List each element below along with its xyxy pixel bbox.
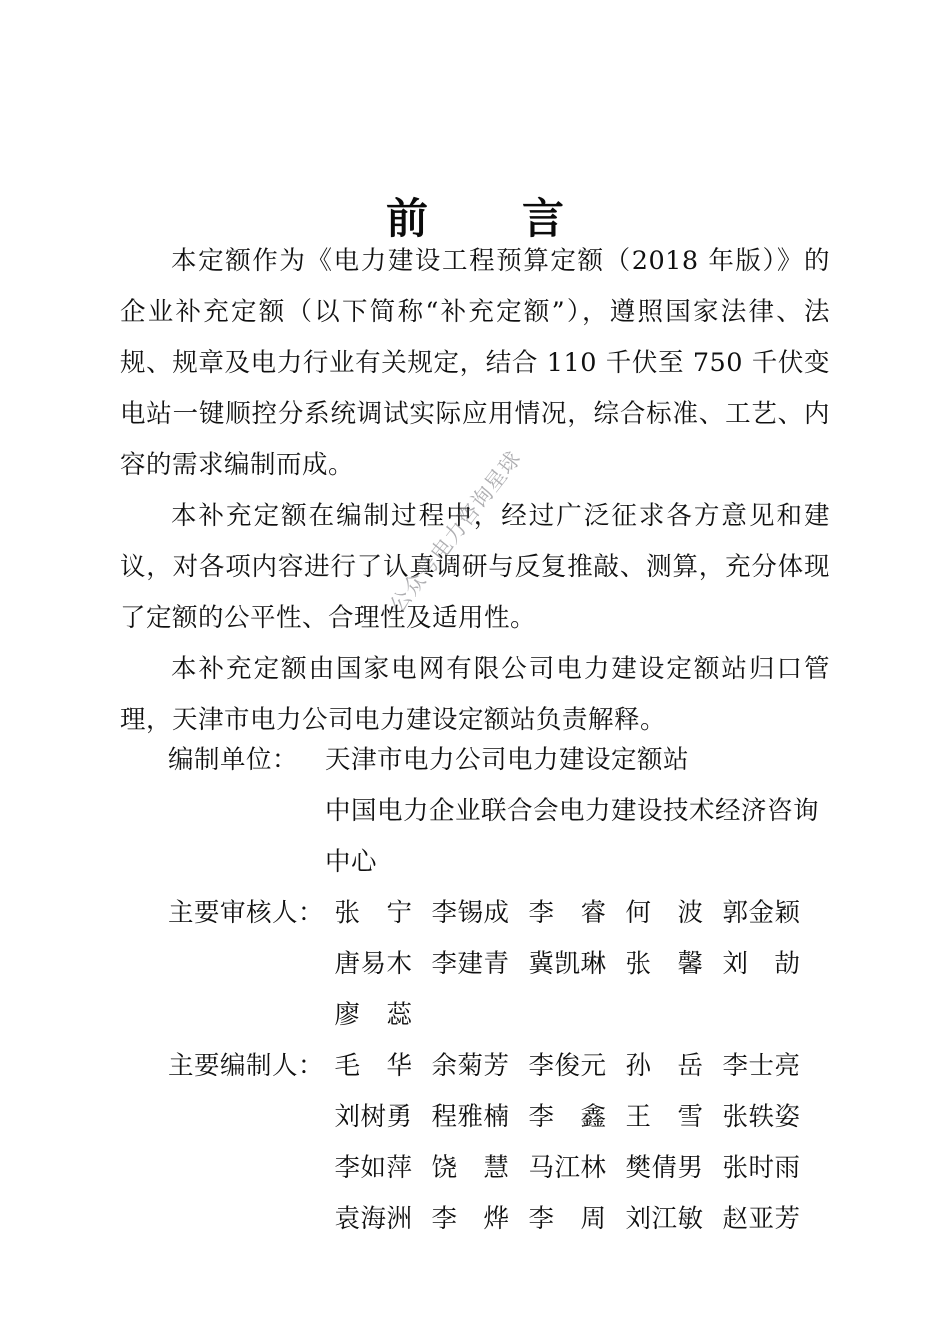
paragraph: 本定额作为《电力建设工程预算定额（2018 年版）》的企业补充定额（以下简称“补充定额”），遵照国家法律、法规、规章及电力行业有关规定，结合 110 千伏至 750 千伏变电站一键顺控分系统调试实际应用情况，综合标准、工艺、内容的需求编制而成。	[120, 246, 830, 480]
person-name: 张 馨	[625, 949, 704, 979]
person-name: 李锡成	[431, 898, 510, 928]
credit-line: 天津市电力公司电力建设定额站	[325, 745, 690, 775]
credit-values	[325, 735, 868, 888]
person-name: 廖 蕊	[334, 1000, 413, 1030]
person-name: 樊倩男	[625, 1153, 704, 1183]
person-name: 刘树勇	[334, 1102, 413, 1132]
page-title: 前 言	[385, 194, 590, 244]
name-row	[325, 990, 868, 1041]
credit-row-compiling-units	[168, 735, 868, 888]
person-name: 赵亚芳	[722, 1204, 801, 1234]
person-name: 王 雪	[625, 1102, 704, 1132]
credit-row-editors	[168, 1041, 868, 1245]
credits-block	[168, 735, 868, 1245]
person-name: 饶 慧	[431, 1153, 510, 1183]
paragraph: 本补充定额由国家电网有限公司电力建设定额站归口管理，天津市电力公司电力建设定额站负责解释。	[120, 654, 830, 735]
person-name: 李 睿	[528, 898, 607, 928]
credit-values	[325, 888, 868, 1041]
credit-line: 中心	[325, 847, 378, 877]
person-name: 袁海洲	[334, 1204, 413, 1234]
person-name: 余菊芳	[431, 1051, 510, 1081]
person-name: 刘江敏	[625, 1204, 704, 1234]
credit-values	[325, 1041, 868, 1245]
person-name: 李 烨	[431, 1204, 510, 1234]
name-row	[325, 1143, 868, 1194]
person-name: 唐易木	[334, 949, 413, 979]
person-name: 程雅楠	[431, 1102, 510, 1132]
person-name: 马江林	[528, 1153, 607, 1183]
person-name: 李建青	[431, 949, 510, 979]
person-name	[422, 990, 519, 1041]
watermark-text: 公众号电力咨询星球	[385, 446, 526, 618]
credit-label: 主要审核人：	[168, 898, 325, 928]
person-name: 张 宁	[334, 898, 413, 928]
person-name: 张轶姿	[722, 1102, 801, 1132]
person-name: 李士亮	[722, 1051, 801, 1081]
person-name: 李 鑫	[528, 1102, 607, 1132]
person-name: 何 波	[625, 898, 704, 928]
person-name: 李俊元	[528, 1051, 607, 1081]
credit-label: 编制单位：	[168, 745, 299, 775]
person-name	[713, 990, 810, 1041]
person-name: 郭金颖	[722, 898, 801, 928]
paragraph: 本补充定额在编制过程中，经过广泛征求各方意见和建议，对各项内容进行了认真调研与反复推敲、测算，充分体现了定额的公平性、合理性及适用性。	[120, 501, 830, 633]
credit-label: 主要编制人：	[168, 1051, 325, 1081]
person-name: 毛 华	[334, 1051, 413, 1081]
person-name: 李 周	[528, 1204, 607, 1234]
name-row	[325, 1041, 868, 1092]
name-row	[325, 1194, 868, 1245]
credit-line: 中国电力企业联合会电力建设技术经济咨询	[325, 796, 820, 826]
name-row	[325, 888, 868, 939]
name-row	[325, 939, 868, 990]
person-name	[519, 990, 616, 1041]
person-name: 冀凯琳	[528, 949, 607, 979]
person-name: 李如萍	[334, 1153, 413, 1183]
credit-row-reviewers	[168, 888, 868, 1041]
person-name: 张时雨	[722, 1153, 801, 1183]
person-name	[616, 990, 713, 1041]
name-row	[325, 1092, 868, 1143]
person-name: 刘 劼	[722, 949, 801, 979]
preface-body	[120, 236, 830, 746]
person-name: 孙 岳	[625, 1051, 704, 1081]
